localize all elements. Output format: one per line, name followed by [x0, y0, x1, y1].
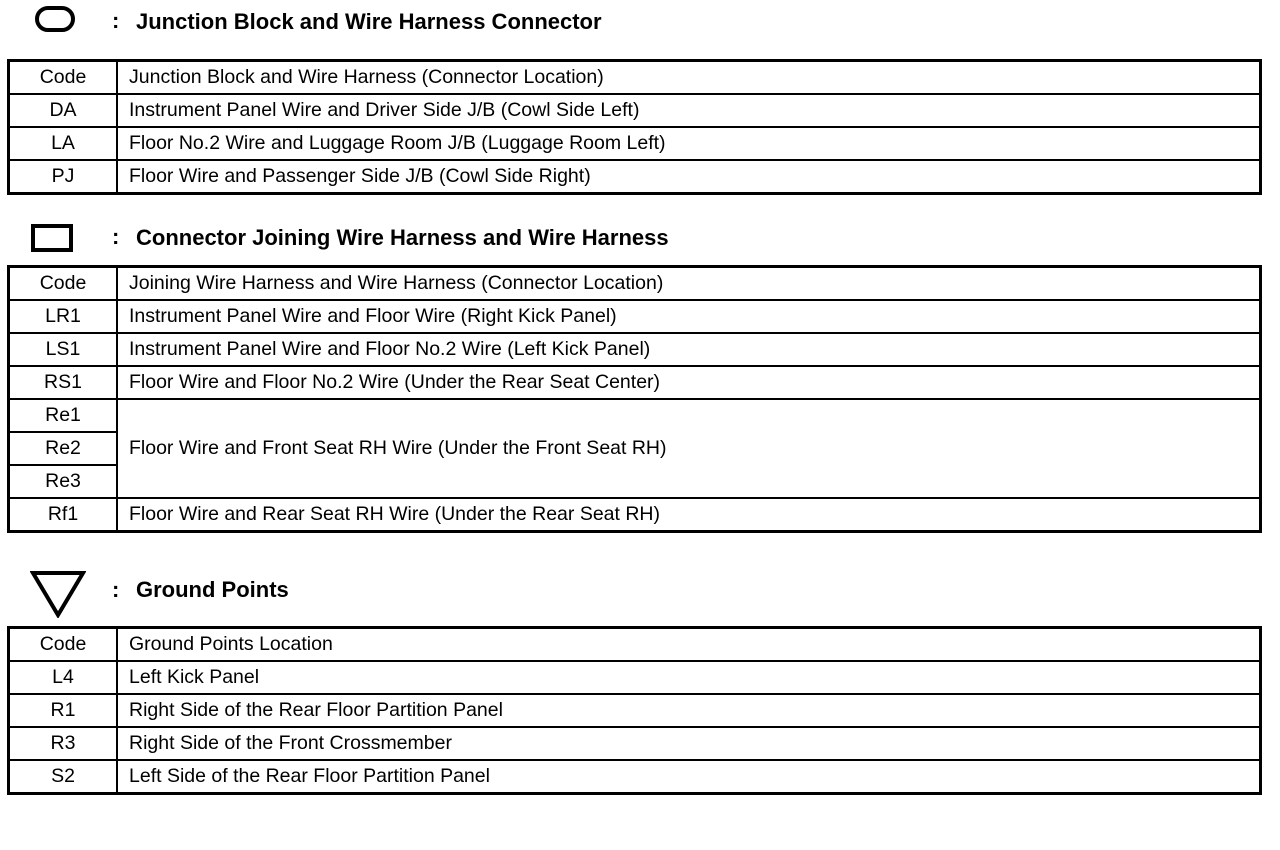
table-row: [9, 127, 1261, 160]
triangle-down-icon: [30, 570, 86, 618]
row-code: Re2: [9, 432, 118, 465]
table-row: [9, 498, 1261, 532]
table-row: [9, 366, 1261, 399]
table-row: [9, 333, 1261, 366]
row-code: DA: [9, 94, 118, 127]
colon: :: [112, 8, 120, 33]
table-row: [9, 94, 1261, 127]
ground-points-table: [7, 626, 1262, 795]
row-description: Instrument Panel Wire and Floor No.2 Wire (Left Kick Panel): [117, 333, 1261, 366]
table-row: [9, 399, 1261, 432]
header-location: Joining Wire Harness and Wire Harness (Connector Location): [117, 267, 1261, 301]
row-description: Right Side of the Front Crossmember: [117, 727, 1261, 760]
junction-block-table: [7, 59, 1262, 195]
header-code: Code: [9, 628, 118, 662]
header-code: Code: [9, 61, 118, 95]
row-code: R1: [9, 694, 118, 727]
row-description: Floor No.2 Wire and Luggage Room J/B (Luggage Room Left): [117, 127, 1261, 160]
table-header-row: [9, 628, 1261, 662]
row-code: LS1: [9, 333, 118, 366]
table-row: [9, 694, 1261, 727]
section-heading-connector-joining: Connector Joining Wire Harness and Wire Harness: [136, 225, 669, 250]
table-row: [9, 727, 1261, 760]
row-description: Right Side of the Rear Floor Partition Panel: [117, 694, 1261, 727]
row-code: Re3: [9, 465, 118, 498]
header-code: Code: [9, 267, 118, 301]
connector-joining-table: [7, 265, 1262, 533]
table-row: [9, 300, 1261, 333]
table-header-row: [9, 61, 1261, 95]
table-row: [9, 160, 1261, 194]
section-heading-ground-points: Ground Points: [136, 577, 289, 602]
oval-icon: [35, 6, 75, 32]
row-code: RS1: [9, 366, 118, 399]
row-code: Re1: [9, 399, 118, 432]
row-description: Left Side of the Rear Floor Partition Panel: [117, 760, 1261, 794]
row-code: LA: [9, 127, 118, 160]
header-location: Junction Block and Wire Harness (Connector Location): [117, 61, 1261, 95]
row-description: Instrument Panel Wire and Floor Wire (Right Kick Panel): [117, 300, 1261, 333]
colon: :: [112, 577, 120, 602]
row-code: LR1: [9, 300, 118, 333]
row-description: Floor Wire and Rear Seat RH Wire (Under the Rear Seat RH): [117, 498, 1261, 532]
table-row: [9, 661, 1261, 694]
row-description: Floor Wire and Passenger Side J/B (Cowl Side Right): [117, 160, 1261, 194]
rectangle-icon: [31, 224, 73, 252]
row-code: PJ: [9, 160, 118, 194]
row-description: Floor Wire and Floor No.2 Wire (Under the Rear Seat Center): [117, 366, 1261, 399]
table-row: [9, 760, 1261, 794]
colon: :: [112, 224, 120, 249]
row-code: S2: [9, 760, 118, 794]
row-description: Left Kick Panel: [117, 661, 1261, 694]
row-description: Floor Wire and Front Seat RH Wire (Under the Front Seat RH): [117, 399, 1261, 498]
row-code: Rf1: [9, 498, 118, 532]
row-code: R3: [9, 727, 118, 760]
header-location: Ground Points Location: [117, 628, 1261, 662]
row-code: L4: [9, 661, 118, 694]
row-description: Instrument Panel Wire and Driver Side J/B (Cowl Side Left): [117, 94, 1261, 127]
section-heading-junction-block: Junction Block and Wire Harness Connector: [136, 9, 602, 34]
table-header-row: [9, 267, 1261, 301]
